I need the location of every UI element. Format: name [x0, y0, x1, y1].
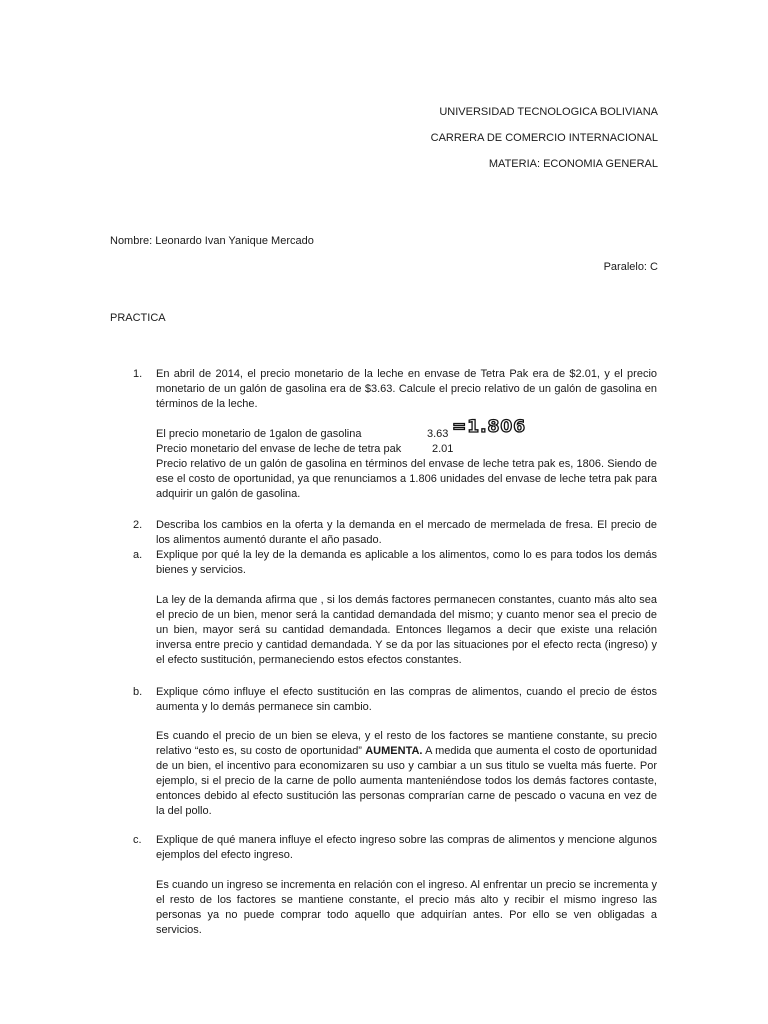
- subquestion-c-text: Explique de qué manera influye el efecto ingreso sobre las compras de alimentos y mencione algunos ejemplos del efecto ingreso.: [156, 834, 657, 861]
- q1-line2-value: 2.01: [432, 443, 454, 455]
- subquestion-c-label: c.: [133, 834, 142, 846]
- b-answer-post: A medida que aumenta el costo de oportunidad de un bien, el incentivo para economizaren su uso y cambiar a un sus titulo se vuelta más fuerte. Por ejemplo, si el precio de la carne de pollo aumenta manteniéndose todos los demás factores contaste, entonces debido al efecto sustitución las personas comprarían carne de pescado o vacuna en vez de la del pollo.: [156, 745, 657, 817]
- subject-title: MATERIA: ECONOMIA GENERAL: [488, 158, 658, 170]
- q1-answer: Precio relativo de un galón de gasolina en términos del envase de leche tetra pak es, 1806. Siendo de ese el costo de oportunidad, ya que renunciamos a 1.806 unidades del envase de leche tetra pak para adquirir un galón de gasolina.: [156, 458, 657, 500]
- question-number-2: 2.: [133, 519, 143, 531]
- subquestion-a-label: a.: [133, 549, 143, 561]
- section-title: PRACTICA: [110, 312, 166, 324]
- q1-line1-value: 3.63: [427, 428, 449, 440]
- subquestion-c-answer: Es cuando un ingreso se incrementa en relación con el ingreso. Al enfrentar un precio se incrementa y el resto de los factores se mantiene constante, el precio más alto y recibir el mismo ingreso las personas ya no puede comprar todo aquello que adquirían antes. Por ello se ven obligadas a servicios.: [156, 879, 657, 936]
- university-title: UNIVERSIDAD TECNOLOGICA BOLIVIANA: [439, 106, 658, 118]
- student-name: Nombre: Leonardo Ivan Yanique Mercado: [110, 235, 314, 247]
- b-answer-pre: Es cuando el precio de un bien se eleva, y el resto de los factores se mantiene constante, su precio relativo “esto es, su costo de oportunidad”: [156, 730, 657, 757]
- b-answer-emphasis: AUMENTA.: [365, 745, 423, 757]
- subquestion-a-answer: La ley de la demanda afirma que , si los demás factores permanecen constantes, cuanto más alto sea el precio de un bien, menor será la cantidad demandada del mismo; y cuanto menor sea el precio de un bien, mayor será su cantidad demandada. Entonces llegamos a decir que existe una relación inversa entre precio y cantidad demandada. Y se da por las situaciones por el efecto recta (ingreso) y el efecto sustitución, permaneciendo estos efectos constantes.: [156, 594, 657, 666]
- subquestion-b-label: b.: [133, 686, 143, 698]
- q1-result-stamp: =1.806: [452, 417, 527, 437]
- paralelo: Paralelo: C: [603, 261, 658, 273]
- subquestion-b-text: Explique cómo influye el efecto sustitución en las compras de alimentos, cuando el precio de éstos aumenta y lo demás permanece sin cambio.: [156, 686, 657, 713]
- question-2-text: Describa los cambios en la oferta y la demanda en el mercado de mermelada de fresa. El precio de los alimentos aumentó durante el año pasado.: [156, 519, 657, 546]
- career-title: CARRERA DE COMERCIO INTERNACIONAL: [430, 132, 658, 144]
- q1-line2-label: Precio monetario del envase de leche de tetra pak: [156, 443, 402, 455]
- question-number-1: 1.: [133, 368, 143, 380]
- subquestion-a-text: Explique por qué la ley de la demanda es aplicable a los alimentos, como lo es para todos los demás bienes y servicios.: [156, 549, 657, 576]
- question-1-text: En abril de 2014, el precio monetario de la leche en envase de Tetra Pak era de $2.01, y el precio monetario de un galón de gasolina era de $3.63. Calcule el precio relativo de un galón de gasolina en términos de la leche.: [156, 368, 657, 410]
- q1-line1-label: El precio monetario de 1galon de gasolina: [156, 428, 362, 440]
- subquestion-b-answer: [156, 729, 657, 819]
